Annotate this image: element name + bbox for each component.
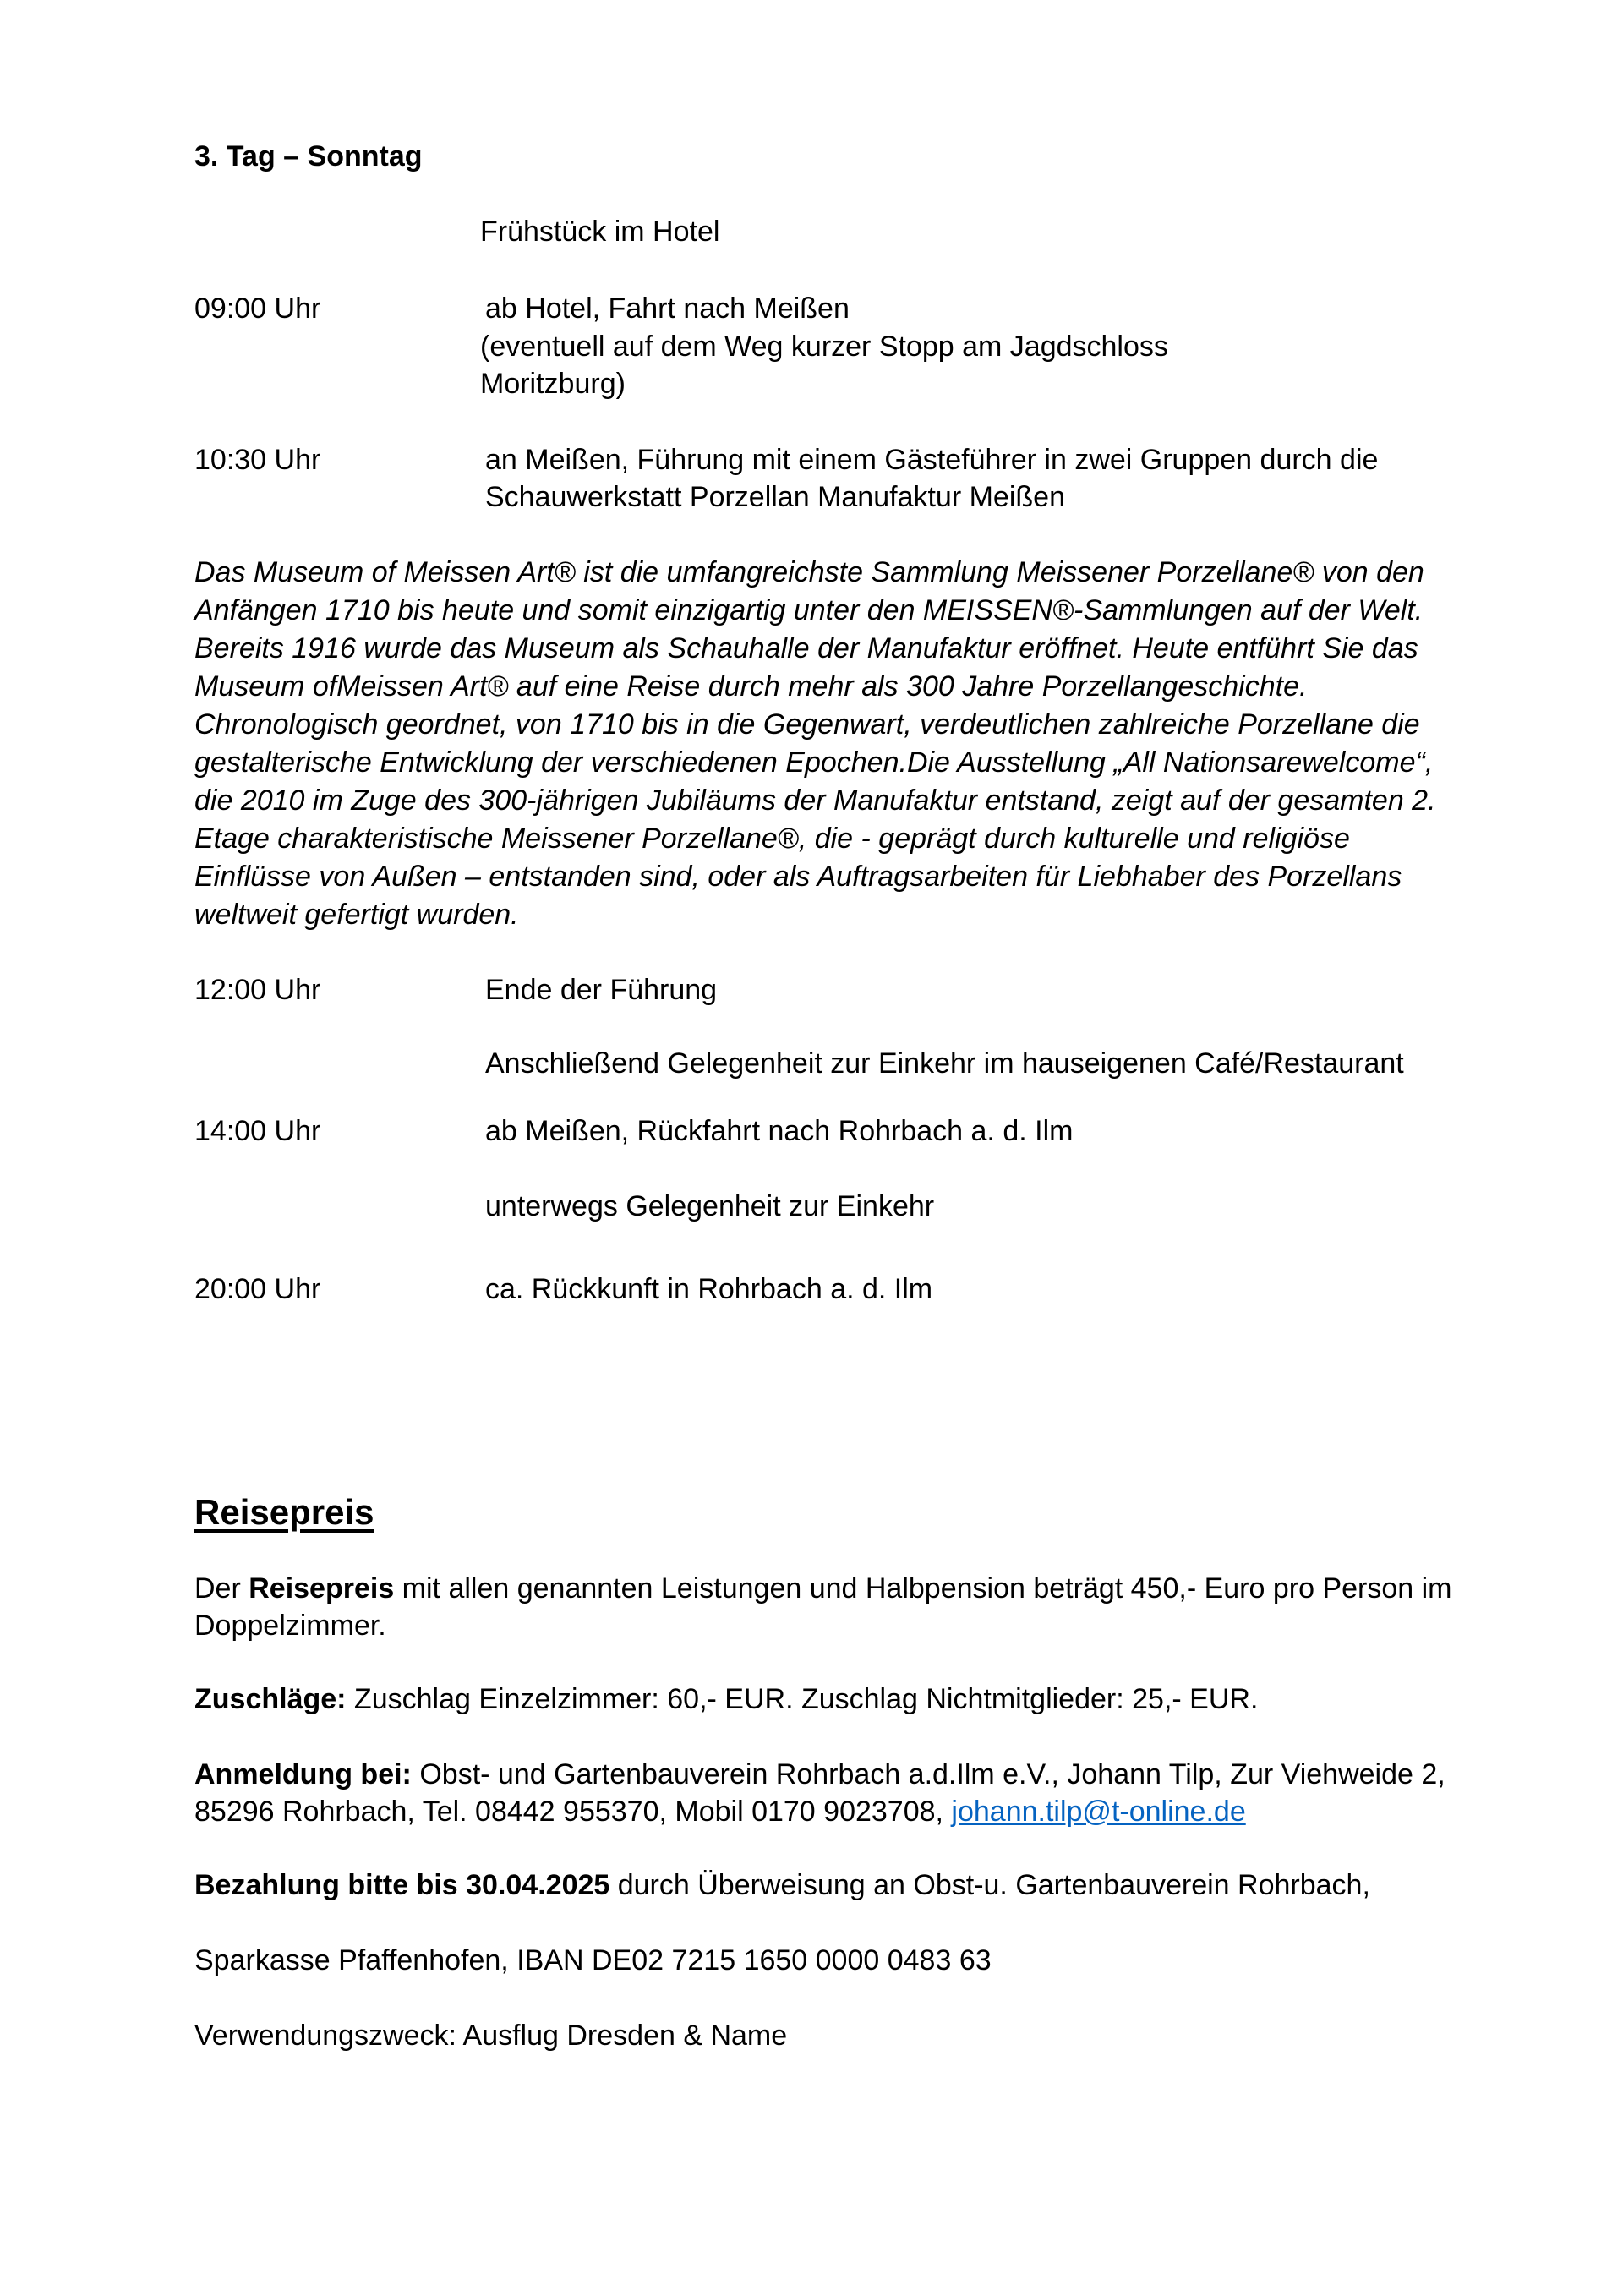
registration-text: Obst- und Gartenbauverein Rohrbach a.d.Ilm e.V., Johann Tilp, Zur Viehweide 2, [411, 1758, 1445, 1790]
payment [194, 1867, 1370, 1904]
registration-label: Anmeldung bei: [194, 1758, 412, 1790]
paragraph-line: Bereits 1916 wurde das Museum als Schauhalle der Manufaktur eröffnet. Heute entführt Sie das [194, 632, 1418, 664]
text: mit allen genannten Leistungen und Halbpension beträgt 450,- Euro pro Person im [394, 1572, 1452, 1604]
payment-text: durch Überweisung an Obst-u. Gartenbauverein Rohrbach, [609, 1869, 1370, 1901]
payment-purpose: Verwendungszweck: Ausflug Dresden & Name [194, 2020, 788, 2052]
paragraph-line: Das Museum of Meissen Art® ist die umfangreichste Sammlung Meissener Porzellane® von den [194, 556, 1424, 588]
price-text [194, 1570, 1452, 1607]
registration-cont [194, 1793, 1246, 1830]
surcharges [194, 1681, 1258, 1718]
bank-details: Sparkasse Pfaffenhofen, IBAN DE02 7215 1650 0000 0483 63 [194, 1944, 992, 1976]
day-heading: 3. Tag – Sonntag [194, 140, 423, 172]
schedule-time: 14:00 Uhr [194, 1115, 321, 1147]
schedule-time: 12:00 Uhr [194, 974, 321, 1006]
paragraph-line: Anfängen 1710 bis heute und somit einzigartig unter den MEISSEN®-Sammlungen auf der Welt. [194, 594, 1424, 626]
schedule-text: Frühstück im Hotel [480, 216, 720, 248]
price-bold: Reisepreis [249, 1572, 395, 1604]
paragraph-line: Etage charakteristische Meissener Porzellane®, die - geprägt durch kulturelle und religiöse [194, 823, 1350, 855]
schedule-text: Moritzburg) [480, 368, 626, 400]
schedule-text: unterwegs Gelegenheit zur Einkehr [485, 1190, 935, 1222]
price-heading: Reisepreis [194, 1492, 374, 1532]
schedule-text: Anschließend Gelegenheit zur Einkehr im hauseigenen Café/Restaurant [485, 1047, 1404, 1080]
schedule-text: ca. Rückkunft in Rohrbach a. d. Ilm [485, 1273, 933, 1305]
registration [194, 1756, 1445, 1793]
registration-text: 85296 Rohrbach, Tel. 08442 955370, Mobil 0170 9023708, [194, 1796, 952, 1828]
schedule-text: Ende der Führung [485, 974, 718, 1006]
schedule-text: Schauwerkstatt Porzellan Manufaktur Meißen [485, 481, 1065, 513]
schedule-text: (eventuell auf dem Weg kurzer Stopp am Jagdschloss [480, 331, 1168, 363]
paragraph-line: Museum ofMeissen Art® auf eine Reise durch mehr als 300 Jahre Porzellangeschichte. [194, 670, 1308, 702]
paragraph-line: Chronologisch geordnet, von 1710 bis in die Gegenwart, verdeutlichen zahlreiche Porzellane die [194, 708, 1420, 741]
schedule-text: an Meißen, Führung mit einem Gästeführer in zwei Gruppen durch die [485, 444, 1379, 476]
schedule-time: 09:00 Uhr [194, 292, 321, 325]
paragraph-line: weltweit gefertigt wurden. [194, 899, 519, 931]
schedule-text: ab Hotel, Fahrt nach Meißen [485, 292, 850, 325]
text: Der [194, 1572, 249, 1604]
paragraph-line: gestalterische Entwicklung der verschiedenen Epochen.Die Ausstellung „All Nationsarewelcome“, [194, 746, 1434, 779]
paragraph-line: die 2010 im Zuge des 300-jährigen Jubiläums der Manufaktur entstand, zeigt auf der gesamten 2. [194, 784, 1436, 817]
schedule-time: 20:00 Uhr [194, 1273, 321, 1305]
schedule-text: ab Meißen, Rückfahrt nach Rohrbach a. d. Ilm [485, 1115, 1074, 1147]
payment-deadline: Bezahlung bitte bis 30.04.2025 [194, 1869, 610, 1901]
email-link[interactable]: johann.tilp@t-online.de [951, 1796, 1246, 1828]
surcharge-text: Zuschlag Einzelzimmer: 60,- EUR. Zuschlag Nichtmitglieder: 25,- EUR. [346, 1683, 1259, 1715]
surcharge-label: Zuschläge: [194, 1683, 347, 1715]
paragraph-line: Einflüsse von Außen – entstanden sind, oder als Auftragsarbeiten für Liebhaber des Porzellans [194, 861, 1402, 893]
schedule-time: 10:30 Uhr [194, 444, 321, 476]
price-text-cont: Doppelzimmer. [194, 1610, 386, 1642]
